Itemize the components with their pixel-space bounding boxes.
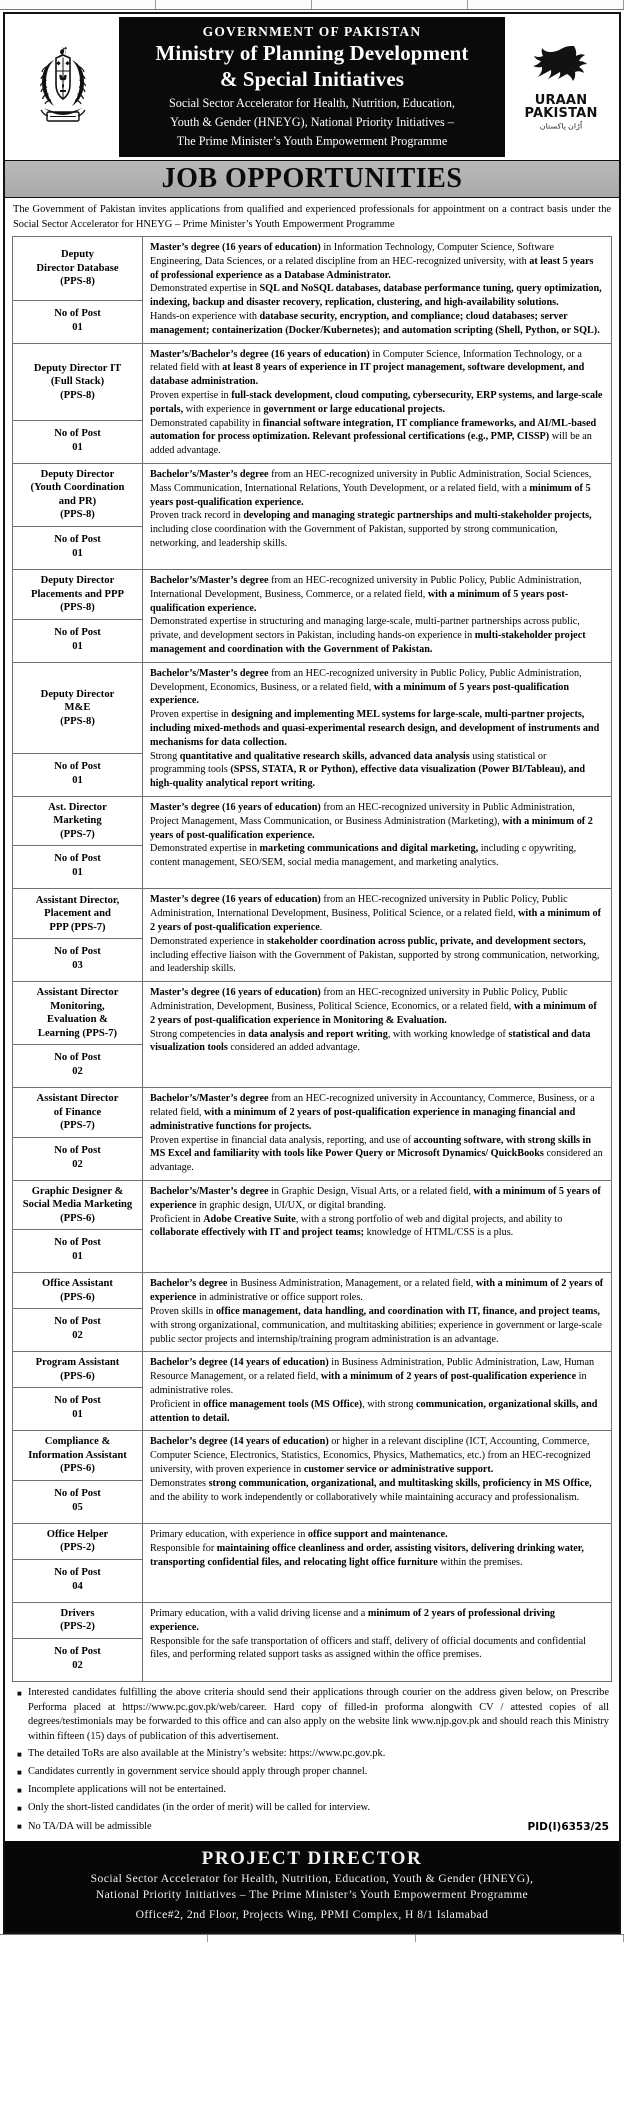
job-row xyxy=(13,797,611,890)
posts-label: No of Post xyxy=(54,533,101,545)
uraan-logo-container xyxy=(505,17,617,157)
posts-number: 04 xyxy=(72,1580,83,1592)
posts-number: 01 xyxy=(72,1251,83,1263)
edge-strip-cell xyxy=(312,0,468,9)
requirement-paragraph: Bachelor’s degree (14 years of education) in Business Administration, Public Administration, Law, Human Resource Management, or a related field, with a minimum of 2 years of post-qualification experience in administrative roles. xyxy=(150,1357,595,1397)
posts-number: 01 xyxy=(72,321,83,333)
job-row xyxy=(13,889,611,982)
edge-strip-cell xyxy=(468,0,624,9)
job-title: Drivers (PPS-2) xyxy=(13,1603,142,1639)
job-row xyxy=(13,663,611,797)
job-requirements xyxy=(143,237,611,343)
jobs-table xyxy=(12,236,612,1682)
job-title: Office Helper (PPS-2) xyxy=(13,1524,142,1560)
job-left-column xyxy=(13,570,143,662)
job-left-column xyxy=(13,1431,143,1523)
ministry-name-line-1: Ministry of Planning Development xyxy=(155,41,469,65)
square-bullet-icon: ■ xyxy=(17,1804,22,1814)
requirement-paragraph: Bachelor’s/Master’s degree from an HEC-recognized university in Public Administration, Social Sciences, Mass Communication, International Relations, Youth Development, or a related field, with a minimum of 5 years post-qualification experience. xyxy=(150,468,592,508)
application-notes xyxy=(5,1682,619,1839)
footer-contact-block xyxy=(5,1841,619,1932)
footer-org-line-1: Social Sector Accelerator for Health, Nutrition, Education, Youth & Gender (HNEYG), xyxy=(90,1872,534,1886)
edge-strip-cell xyxy=(156,0,312,9)
requirement-paragraph: Hands-on experience with database security, encryption, and compliance; cloud databases; server management; containerization (Docker/Kubernetes); and automation scripting (Shell, Python, or SQL). xyxy=(150,310,600,336)
requirement-paragraph: Bachelor’s/Master’s degree in Graphic Design, Visual Arts, or a related field, with a minimum of 5 years of experience in graphic design, UI/UX, or digital branding. xyxy=(150,1185,601,1211)
job-posts-count xyxy=(13,1639,142,1681)
posts-label: No of Post xyxy=(54,626,101,638)
government-line: GOVERNMENT OF PAKISTAN xyxy=(202,24,422,39)
job-row xyxy=(13,237,611,344)
requirement-paragraph: Bachelor’s/Master’s degree from an HEC-recognized university in Public Policy, Public Administration, International Development, Business, Commerce, or a related field, with a minimum of 5 years post-qualification experience. xyxy=(150,574,582,614)
note-item xyxy=(17,1747,609,1762)
job-posts-count xyxy=(13,1560,142,1602)
requirement-paragraph: Proven expertise in full-stack development, cloud computing, cybersecurity, ERP systems, and large-scale portals, with experience in government or large educational projects. xyxy=(150,389,603,415)
posts-label: No of Post xyxy=(54,1316,101,1328)
job-title: Deputy Director Database (PPS-8) xyxy=(13,237,142,301)
job-requirements xyxy=(143,1603,611,1681)
posts-label: No of Post xyxy=(54,760,101,772)
advertisement-frame xyxy=(3,12,621,1934)
job-title: Assistant Director, Placement and PPP (PPS-7) xyxy=(13,889,142,939)
posts-label: No of Post xyxy=(54,1144,101,1156)
requirement-paragraph: Master’s degree (16 years of education) in Information Technology, Computer Science, Software Engineering, Data Sciences, or a related discipline from an HEC-recognized university, with at least 5 years of professional experience as a Database Administrator. xyxy=(150,242,594,281)
note-item xyxy=(17,1765,609,1780)
requirement-paragraph: Master’s degree (16 years of education) from an HEC-recognized university in Public Policy, Public Administration, Development, Business, Political Science, Economics, or a related field, with a minimum of 2 years of post-qualification experience in Monitoring & Evaluation. xyxy=(150,987,597,1026)
masthead-subtitle-line-2: Youth & Gender (HNEYG), National Priority Initiatives – xyxy=(170,115,454,129)
job-requirements xyxy=(143,344,611,463)
requirement-paragraph: Master’s/Bachelor’s degree (16 years of education) in Computer Science, Information Technology, or a related field with at least 8 years of experience in IT project management, software development, and database administration. xyxy=(150,348,585,388)
job-left-column xyxy=(13,1273,143,1351)
job-row xyxy=(13,1524,611,1603)
requirement-paragraph: Demonstrated capability in financial software integration, IT compliance frameworks, and AI/ML-based automation for process optimization. Relevant professional certifications (e.g., PMP, CISSP) will be an added advantage. xyxy=(150,417,597,457)
posts-number: 01 xyxy=(72,441,83,453)
requirement-paragraph: Proficient in Adobe Creative Suite, with a strong portfolio of web and digital projects, and ability to collaborate effectively with IT and project teams; knowledge of HTML/CSS is a plus. xyxy=(150,1213,563,1239)
posts-label: No of Post xyxy=(54,853,101,865)
pakistan-state-emblem-icon xyxy=(26,44,100,130)
posts-label: No of Post xyxy=(54,1645,101,1657)
posts-label: No of Post xyxy=(54,1566,101,1578)
page-title: JOB OPPORTUNITIES xyxy=(161,163,463,194)
posts-label: No of Post xyxy=(54,307,101,319)
note-text: Interested candidates fulfilling the above criteria should send their applications through courier on the address given below, on Prescribe Performa placed at https://www.pc.gov.pk/web/career. Hard copy of filled-in proforma alongwith CV / attested copies of all degrees/testimonials may be forwarded to this office and can also apply on the website link www.njp.gov.pk and should reach this Ministry within fifteen (15) days of publication of this advertisement. xyxy=(28,1686,609,1742)
requirement-paragraph: Strong quantitative and qualitative research skills, advanced data analysis using statistical or programming tools (SPSS, STATA, R or Python), effective data visualization (Power BI/Tableau), and high-quality analytical report writing. xyxy=(150,750,586,790)
requirement-paragraph: Demonstrates strong communication, organizational, and multitasking skills, proficiency in MS Office, and the ability to work independently or collaboratively while maintaining accuracy and professionalism. xyxy=(150,1477,592,1503)
uraan-name-line-1: URAAN xyxy=(534,92,588,108)
posts-number: 01 xyxy=(72,774,83,786)
square-bullet-icon: ■ xyxy=(17,1786,22,1796)
requirement-paragraph: Proven track record in developing and managing strategic partnerships and multi-stakeholder projects, including close coordination with the Government of Pakistan, supported by strong communication, networking, and leadership skills. xyxy=(150,510,592,549)
requirement-paragraph: Demonstrated expertise in marketing communications and digital marketing, including c opywriting, content management, SEO/SEM, social media management, and marketing analytics. xyxy=(150,843,577,869)
note-item xyxy=(17,1819,609,1834)
job-row xyxy=(13,1273,611,1352)
posts-label: No of Post xyxy=(54,427,101,439)
posts-label: No of Post xyxy=(54,946,101,958)
note-text: No TA/DA will be admissible xyxy=(28,1820,152,1832)
job-left-column xyxy=(13,1181,143,1273)
requirement-paragraph: Demonstrated expertise in structuring and managing large-scale, multi-partner partnerships across public, private, and development sectors in Pakistan, including hands-on experience in multi-stakeholder project management and coordination with the Government of Pakistan. xyxy=(150,616,586,655)
job-row xyxy=(13,1431,611,1524)
state-emblem-container xyxy=(7,17,119,157)
job-posts-count xyxy=(13,421,142,463)
job-row xyxy=(13,570,611,663)
job-title: Deputy Director IT (Full Stack) (PPS-8) xyxy=(13,344,142,421)
masthead-text-block xyxy=(119,17,505,157)
intro-paragraph: The Government of Pakistan invites applications from qualified and experienced professionals for appointment on a contract basis under the Social Sector Accelerator for HNEYG – Prime Minister’s Youth Empowerment Programme xyxy=(13,204,611,230)
posts-number: 01 xyxy=(72,1409,83,1421)
masthead-subtitle-line-3: The Prime Minister’s Youth Empowerment Programme xyxy=(176,134,448,148)
job-requirements xyxy=(143,889,611,981)
job-row xyxy=(13,344,611,464)
job-posts-count xyxy=(13,620,142,662)
square-bullet-icon: ■ xyxy=(17,1768,22,1778)
job-requirements xyxy=(143,1524,611,1602)
job-requirements xyxy=(143,1352,611,1430)
job-posts-count xyxy=(13,301,142,343)
job-title: Deputy Director M&E (PPS-8) xyxy=(13,663,142,754)
posts-number: 02 xyxy=(72,1659,83,1671)
job-left-column xyxy=(13,1352,143,1430)
job-requirements xyxy=(143,1088,611,1180)
requirement-paragraph: Proven expertise in designing and implementing MEL systems for large-scale, multi-partner projects, including mixed-methods and quasi-experimental research design, and development of instruments and mechanisms for data collection. xyxy=(150,709,600,748)
job-left-column xyxy=(13,237,143,343)
job-left-column xyxy=(13,982,143,1087)
job-left-column xyxy=(13,1524,143,1602)
footer-org-line-2: National Priority Initiatives – The Prime Minister’s Youth Empowerment Programme xyxy=(95,1888,529,1902)
job-left-column xyxy=(13,464,143,569)
note-item xyxy=(17,1801,609,1816)
note-text: Candidates currently in government service should apply through proper channel. xyxy=(28,1766,368,1778)
requirement-paragraph: Proven skills in office management, data handling, and coordination with IT, finance, and project teams, with strong organizational, communication, and multitasking abilities; experience in government or large-scale public sector projects and internship/training program administration is an advantage. xyxy=(150,1306,602,1345)
uraan-eagle-icon xyxy=(530,44,592,92)
job-requirements xyxy=(143,1273,611,1351)
requirement-paragraph: Demonstrated expertise in SQL and NoSQL databases, database performance tuning, query optimization, indexing, backup and disaster recovery, replication, clustering, and high-availability solutions. xyxy=(150,283,602,309)
job-row xyxy=(13,1088,611,1181)
square-bullet-icon: ■ xyxy=(17,1822,22,1832)
job-title: Assistant Director Monitoring, Evaluation & Learning (PPS-7) xyxy=(13,982,142,1045)
job-title: Deputy Director (Youth Coordination and PR) (PPS-8) xyxy=(13,464,142,527)
job-posts-count xyxy=(13,1388,142,1430)
posts-label: No of Post xyxy=(54,1237,101,1249)
requirement-paragraph: Bachelor’s/Master’s degree from an HEC-recognized university in Public Policy, Public Administration, Development, Economics, Business, or a related field, with a minimum of 5 years post-qualification experience. xyxy=(150,667,582,707)
job-requirements xyxy=(143,570,611,662)
note-text: Incomplete applications will not be entertained. xyxy=(28,1784,226,1796)
posts-label: No of Post xyxy=(54,1395,101,1407)
square-bullet-icon: ■ xyxy=(17,1688,22,1698)
requirement-paragraph: Bachelor’s/Master’s degree from an HEC-recognized university in Accountancy, Commerce, Business, or a related field, with a minimum of 2 years of post-qualification experience in managing financial and administrative functions for projects. xyxy=(150,1093,595,1132)
requirement-paragraph: Demonstrated experience in stakeholder coordination across public, private, and development sectors, including effective liaison with the Government of Pakistan, supported by strong communication, networking, and leadership skills. xyxy=(150,935,600,975)
job-row xyxy=(13,464,611,570)
job-left-column xyxy=(13,889,143,981)
masthead xyxy=(5,14,619,160)
posts-label: No of Post xyxy=(54,1052,101,1064)
job-posts-count xyxy=(13,939,142,981)
job-title: Office Assistant (PPS-6) xyxy=(13,1273,142,1309)
job-left-column xyxy=(13,663,143,796)
footer-title: PROJECT DIRECTOR xyxy=(201,1848,423,1870)
requirement-paragraph: Bachelor’s degree (14 years of education) or higher in a relevant discipline (ICT, Accounting, Commerce, Computer Science, Electronics, Statistics, Economics, Physics, Mathematics, etc.) from an HEC-recognized university, with proven experience in customer service or administrative support. xyxy=(150,1436,591,1476)
note-text: Only the short-listed candidates (in the order of merit) will be called for interview. xyxy=(28,1802,371,1814)
posts-number: 02 xyxy=(72,1330,83,1342)
job-requirements xyxy=(143,663,611,796)
job-row xyxy=(13,1181,611,1274)
masthead-subtitle-line-1: Social Sector Accelerator for Health, Nutrition, Education, xyxy=(169,96,455,110)
job-title: Assistant Director of Finance (PPS-7) xyxy=(13,1088,142,1138)
edge-strip-cell xyxy=(208,1935,416,1942)
edge-strip-cell xyxy=(416,1935,624,1942)
job-row xyxy=(13,982,611,1088)
page-top-edge-strip xyxy=(0,0,624,10)
job-posts-count xyxy=(13,1481,142,1523)
job-posts-count xyxy=(13,527,142,569)
uraan-urdu-text: اُڑان پاکستان xyxy=(539,121,583,131)
footer-address: Office#2, 2nd Floor, Projects Wing, PPMI Complex, H 8/1 Islamabad xyxy=(135,1908,489,1922)
job-title: Ast. Director Marketing (PPS-7) xyxy=(13,797,142,847)
requirement-paragraph: Primary education, with experience in office support and maintenance. xyxy=(150,1528,448,1540)
note-item xyxy=(17,1686,609,1744)
job-row xyxy=(13,1603,611,1682)
job-posts-count xyxy=(13,1309,142,1351)
job-posts-count xyxy=(13,846,142,888)
job-requirements xyxy=(143,464,611,569)
job-left-column xyxy=(13,344,143,463)
requirement-paragraph: Responsible for the safe transportation of officers and staff, delivery of official documents and confidential files, and performing related support tasks as assigned within the office premises. xyxy=(150,1635,586,1661)
page-bottom-edge-strip xyxy=(0,1934,624,1942)
job-posts-count xyxy=(13,1138,142,1180)
pid-reference: PID(I)6353/25 xyxy=(527,1820,609,1833)
posts-number: 01 xyxy=(72,867,83,879)
note-text: The detailed ToRs are also available at the Ministry’s website: https://www.pc.gov.pk. xyxy=(28,1748,386,1760)
posts-number: 02 xyxy=(72,1158,83,1170)
posts-number: 05 xyxy=(72,1501,83,1513)
job-row xyxy=(13,1352,611,1431)
ministry-name-line-2: & Special Initiatives xyxy=(219,67,405,91)
note-item xyxy=(17,1783,609,1798)
job-title: Graphic Designer & Social Media Marketing (PPS-6) xyxy=(13,1181,142,1231)
requirement-paragraph: Bachelor’s degree in Business Administration, Management, or a related field, with a minimum of 2 years of experience in administrative or office support roles. xyxy=(150,1278,604,1304)
square-bullet-icon: ■ xyxy=(17,1750,22,1760)
uraan-name-line-2: PAKISTAN xyxy=(524,105,598,121)
job-requirements xyxy=(143,1431,611,1523)
job-posts-count xyxy=(13,1045,142,1087)
job-requirements xyxy=(143,982,611,1087)
posts-number: 03 xyxy=(72,960,83,972)
requirement-paragraph: Proficient in office management tools (MS Office), with strong communication, organizational skills, and attention to detail. xyxy=(150,1398,598,1424)
job-requirements xyxy=(143,797,611,889)
job-left-column xyxy=(13,797,143,889)
posts-number: 02 xyxy=(72,1066,83,1078)
edge-strip-cell xyxy=(0,1935,208,1942)
requirement-paragraph: Master’s degree (16 years of education) from an HEC-recognized university in Public Policy, Public Administration, International Development, Business, Political Science, or a related field, with a minimum of 2 years of post-qualification experience. xyxy=(150,894,601,933)
job-posts-count xyxy=(13,754,142,796)
posts-label: No of Post xyxy=(54,1487,101,1499)
posts-number: 01 xyxy=(72,547,83,559)
requirement-paragraph: Proven expertise in financial data analysis, reporting, and use of accounting software, with strong skills in MS Excel and familiarity with tools like Power Query or Microsoft Dynamics/ QuickBooks considered an advantage. xyxy=(150,1134,603,1174)
requirement-paragraph: Master’s degree (16 years of education) from an HEC-recognized university in Public Administration, Project Management, Mass Communication, or Business Administration (Marketing), with a minimum of 2 years of post-qualification experience. xyxy=(150,801,593,841)
job-left-column xyxy=(13,1088,143,1180)
requirement-paragraph: Responsible for maintaining office cleanliness and order, assisting visitors, delivering drinking water, transporting confidential files, and relocating light office furniture within the premises. xyxy=(150,1542,584,1568)
job-left-column xyxy=(13,1603,143,1681)
job-opportunities-banner xyxy=(5,160,619,198)
job-posts-count xyxy=(13,1230,142,1272)
posts-number: 01 xyxy=(72,640,83,652)
job-title: Compliance & Information Assistant (PPS-6) xyxy=(13,1431,142,1481)
requirement-paragraph: Strong competencies in data analysis and report writing, with working knowledge of statistical and data visualization tools considered an added advantage. xyxy=(150,1028,591,1054)
requirement-paragraph: Primary education, with a valid driving license and a minimum of 2 years of professional driving experience. xyxy=(150,1607,555,1633)
job-title: Program Assistant (PPS-6) xyxy=(13,1352,142,1388)
job-title: Deputy Director Placements and PPP (PPS-8) xyxy=(13,570,142,620)
edge-strip-cell xyxy=(0,0,156,9)
job-requirements xyxy=(143,1181,611,1273)
